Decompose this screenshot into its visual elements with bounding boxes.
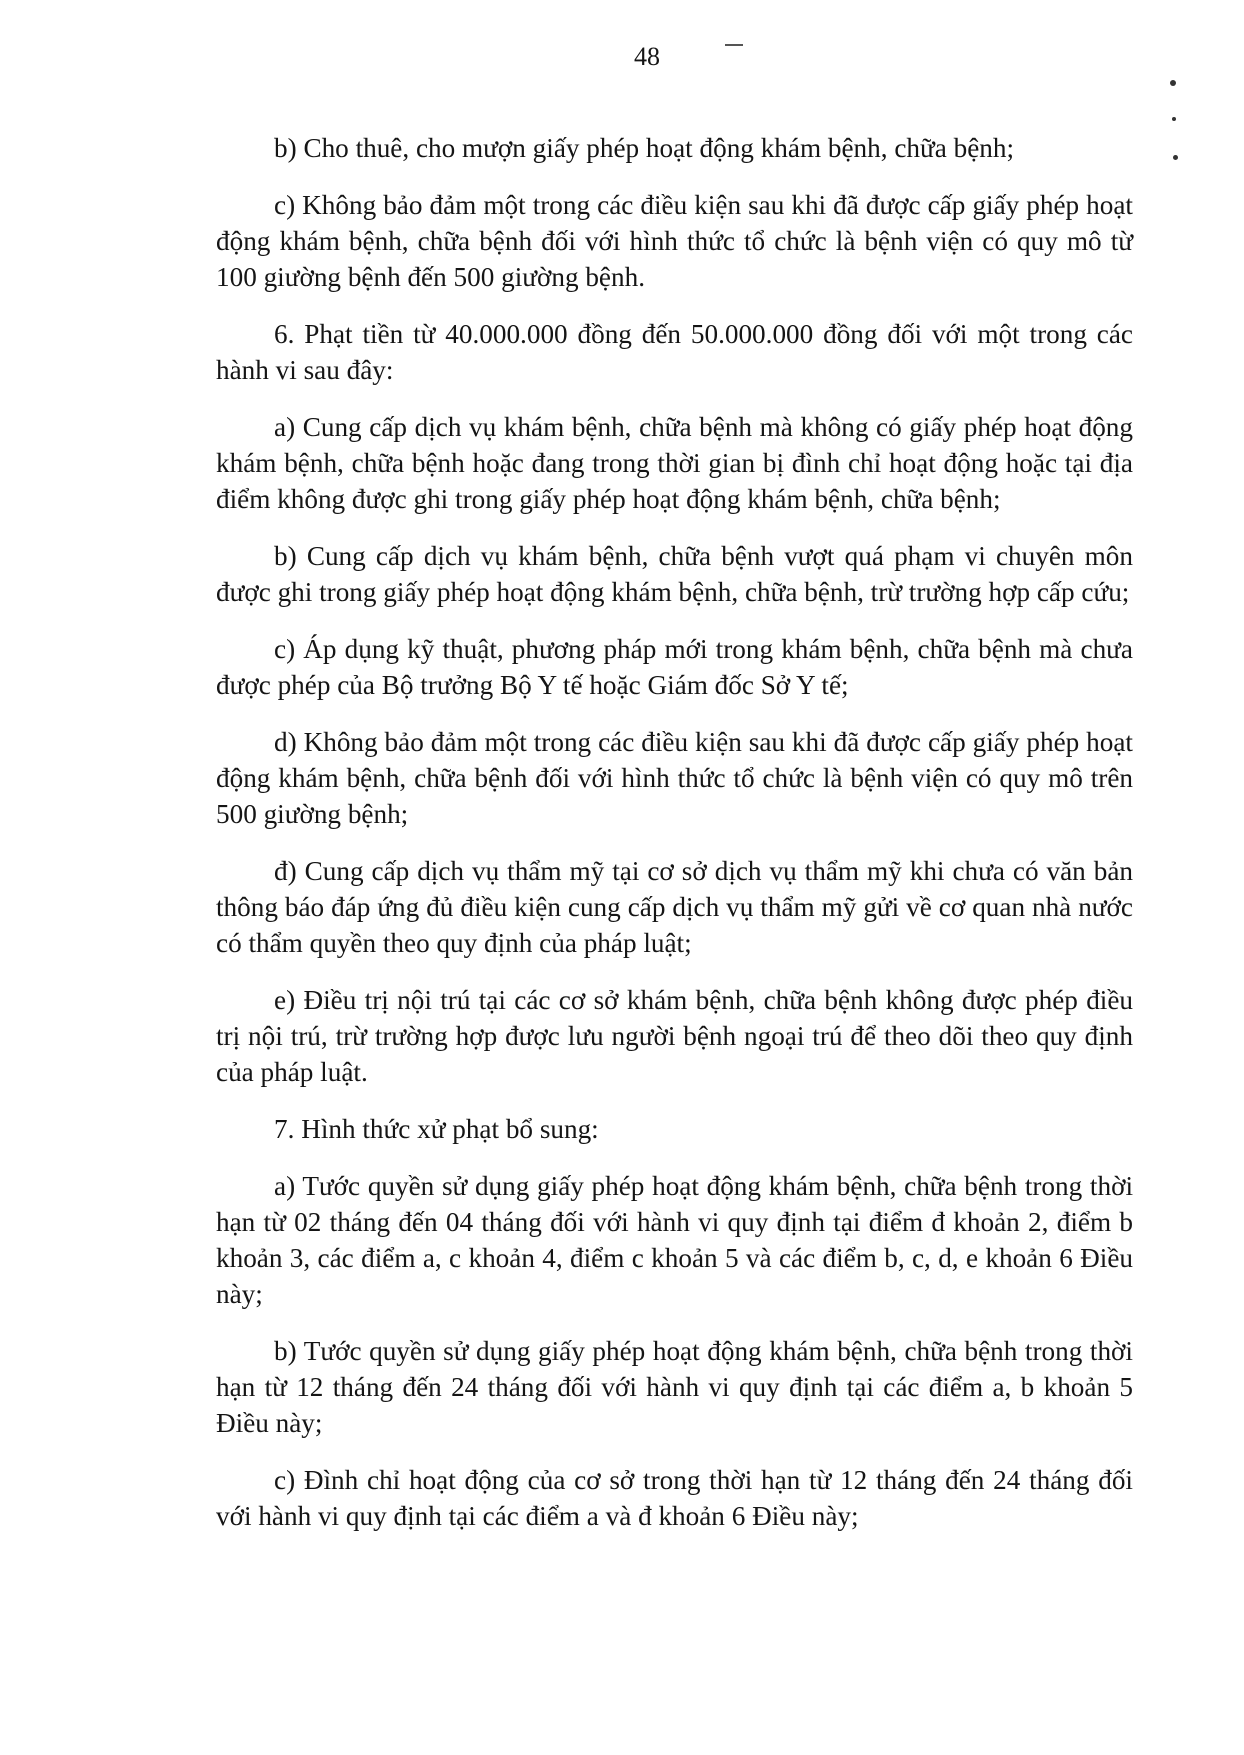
paragraph-6c: c) Áp dụng kỹ thuật, phương pháp mới trong khám bệnh, chữa bệnh mà chưa được phép của Bộ trưởng Bộ Y tế hoặc Giám đốc Sở Y tế; <box>216 634 1133 700</box>
scan-mark <box>1173 155 1178 160</box>
paragraph-7: 7. Hình thức xử phạt bổ sung: <box>274 1114 599 1144</box>
scan-mark <box>1170 80 1176 86</box>
paragraph-6a: a) Cung cấp dịch vụ khám bệnh, chữa bệnh mà không có giấy phép hoạt động khám bệnh, chữa bệnh hoặc đang trong thời gian bị đình chỉ hoạt động hoặc tại địa điểm không được ghi trong giấy phép hoạt động khám bệnh, chữa bệnh; <box>216 412 1133 514</box>
paragraph-6e: e) Điều trị nội trú tại các cơ sở khám bệnh, chữa bệnh không được phép điều trị nội trú, trừ trường hợp được lưu người bệnh ngoại trú để theo dõi theo quy định của pháp luật. <box>216 985 1133 1087</box>
paragraph-6d: d) Không bảo đảm một trong các điều kiện sau khi đã được cấp giấy phép hoạt động khám bệnh, chữa bệnh đối với hình thức tổ chức là bệnh viện có quy mô trên 500 giường bệnh; <box>216 727 1133 829</box>
paragraph-5b: b) Cho thuê, cho mượn giấy phép hoạt động khám bệnh, chữa bệnh; <box>274 133 1014 163</box>
paragraph-7c: c) Đình chỉ hoạt động của cơ sở trong thời hạn từ 12 tháng đến 24 tháng đối với hành vi quy định tại các điểm a và đ khoản 6 Điều này; <box>216 1465 1133 1531</box>
paragraph-6: 6. Phạt tiền từ 40.000.000 đồng đến 50.000.000 đồng đối với một trong các hành vi sau đây: <box>216 319 1133 385</box>
paragraph-7b: b) Tước quyền sử dụng giấy phép hoạt động khám bệnh, chữa bệnh trong thời hạn từ 12 tháng đến 24 tháng đối với hành vi quy định tại các điểm a, b khoản 5 Điều này; <box>216 1336 1133 1438</box>
scan-mark <box>725 44 743 46</box>
paragraph-6dd: đ) Cung cấp dịch vụ thẩm mỹ tại cơ sở dịch vụ thẩm mỹ khi chưa có văn bản thông báo đáp ứng đủ điều kiện cung cấp dịch vụ thẩm mỹ gửi về cơ quan nhà nước có thẩm quyền theo quy định của pháp luật; <box>216 856 1133 958</box>
scan-mark <box>1172 117 1176 121</box>
paragraph-6b: b) Cung cấp dịch vụ khám bệnh, chữa bệnh vượt quá phạm vi chuyên môn được ghi trong giấy phép hoạt động khám bệnh, chữa bệnh, trừ trường hợp cấp cứu; <box>216 541 1133 607</box>
paragraph-5c: c) Không bảo đảm một trong các điều kiện sau khi đã được cấp giấy phép hoạt động khám bệnh, chữa bệnh đối với hình thức tổ chức là bệnh viện có quy mô từ 100 giường bệnh đến 500 giường bệnh. <box>216 190 1133 292</box>
page-number: 48 <box>634 42 660 71</box>
paragraph-7a: a) Tước quyền sử dụng giấy phép hoạt động khám bệnh, chữa bệnh trong thời hạn từ 02 tháng đến 04 tháng đối với hành vi quy định tại điểm đ khoản 2, điểm b khoản 3, các điểm a, c khoản 4, điểm c khoản 5 và các điểm b, c, d, e khoản 6 Điều này; <box>216 1171 1133 1309</box>
document-body <box>216 130 1133 1534</box>
